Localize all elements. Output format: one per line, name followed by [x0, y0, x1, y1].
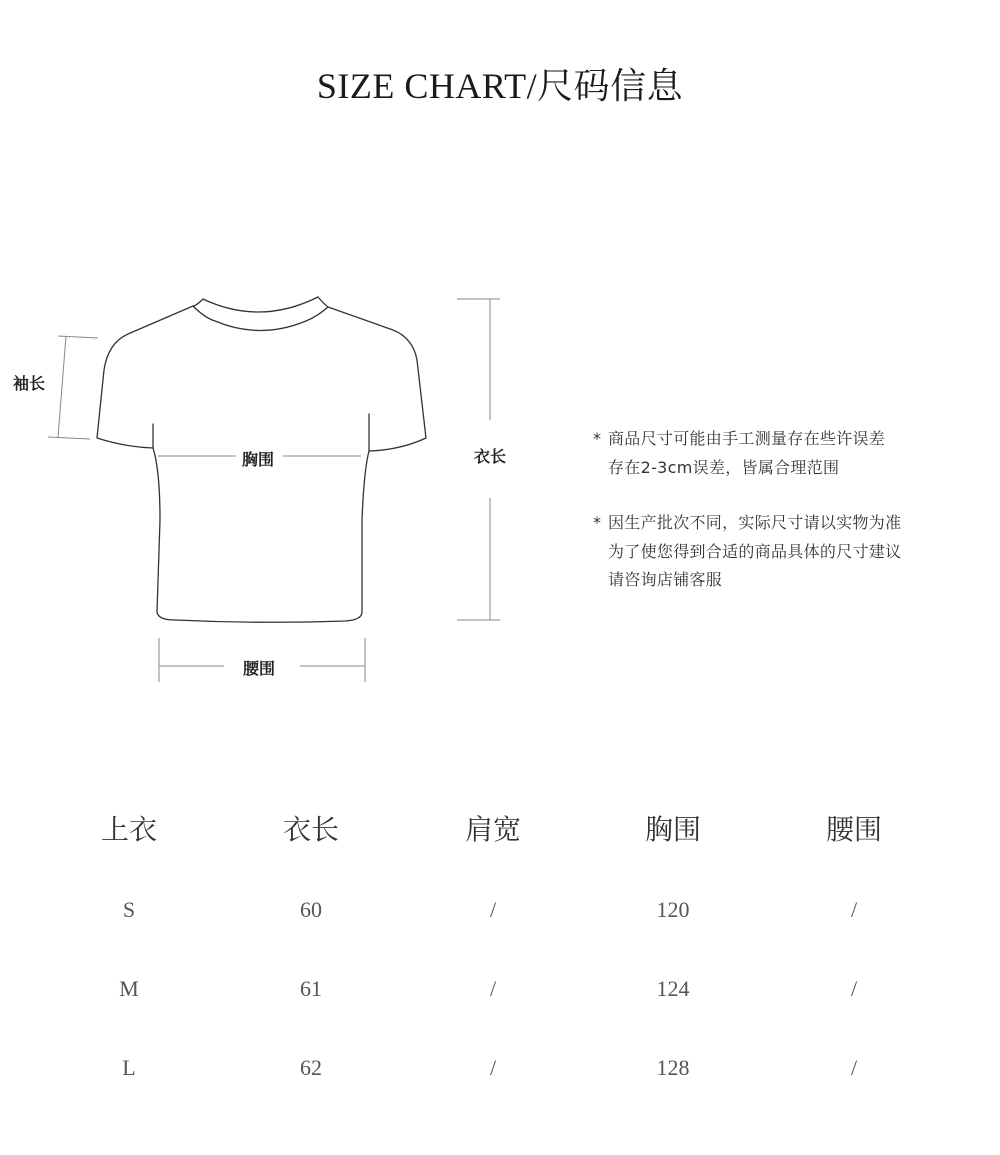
table-row: [0, 1055, 1000, 1095]
length-cell: 62: [300, 1055, 322, 1080]
size-cell: S: [122, 897, 136, 922]
header-top: 上衣: [100, 813, 157, 846]
page-title: SIZE CHART/尺码信息: [316, 66, 684, 106]
table-row: [0, 976, 1000, 1016]
waist-cell: /: [850, 1055, 858, 1080]
shoulder-cell: /: [489, 897, 497, 922]
note-line: 为了使您得到合适的商品具体的尺寸建议: [608, 541, 902, 561]
length-cell: 61: [300, 976, 322, 1001]
size-cell: L: [122, 1055, 136, 1080]
chest-cell: 124: [656, 976, 690, 1001]
size-table-header: [0, 808, 1000, 848]
shoulder-cell: /: [489, 1055, 497, 1080]
note-batch: [593, 509, 901, 595]
note-line: 存在2-3cm误差，皆属合理范围: [608, 457, 840, 477]
waist-cell: /: [850, 976, 858, 1001]
length-label: 衣长: [474, 447, 507, 466]
header-shoulder: 肩宽: [464, 813, 521, 846]
note-line: 商品尺寸可能由手工测量存在些许误差: [608, 429, 886, 448]
length-cell: 60: [300, 897, 322, 922]
chest-label: 胸围: [242, 450, 275, 469]
shoulder-cell: /: [489, 976, 497, 1001]
sleeve-length-label: 袖长: [13, 374, 46, 393]
waist-cell: /: [850, 897, 858, 922]
note-bullet: *: [593, 429, 602, 448]
size-cell: M: [119, 976, 139, 1001]
note-line: 请咨询店铺客服: [608, 570, 723, 589]
header-chest: 胸围: [644, 813, 701, 846]
header-length: 衣长: [282, 813, 339, 846]
note-line: 因生产批次不同，实际尺寸请以实物为准: [608, 513, 902, 532]
chest-cell: 128: [656, 1055, 690, 1080]
note-measurement: [593, 425, 885, 482]
note-bullet: *: [593, 513, 602, 532]
header-waist: 腰围: [825, 813, 882, 846]
chest-cell: 120: [656, 897, 690, 922]
waist-label: 腰围: [243, 659, 276, 678]
table-row: [0, 897, 1000, 937]
